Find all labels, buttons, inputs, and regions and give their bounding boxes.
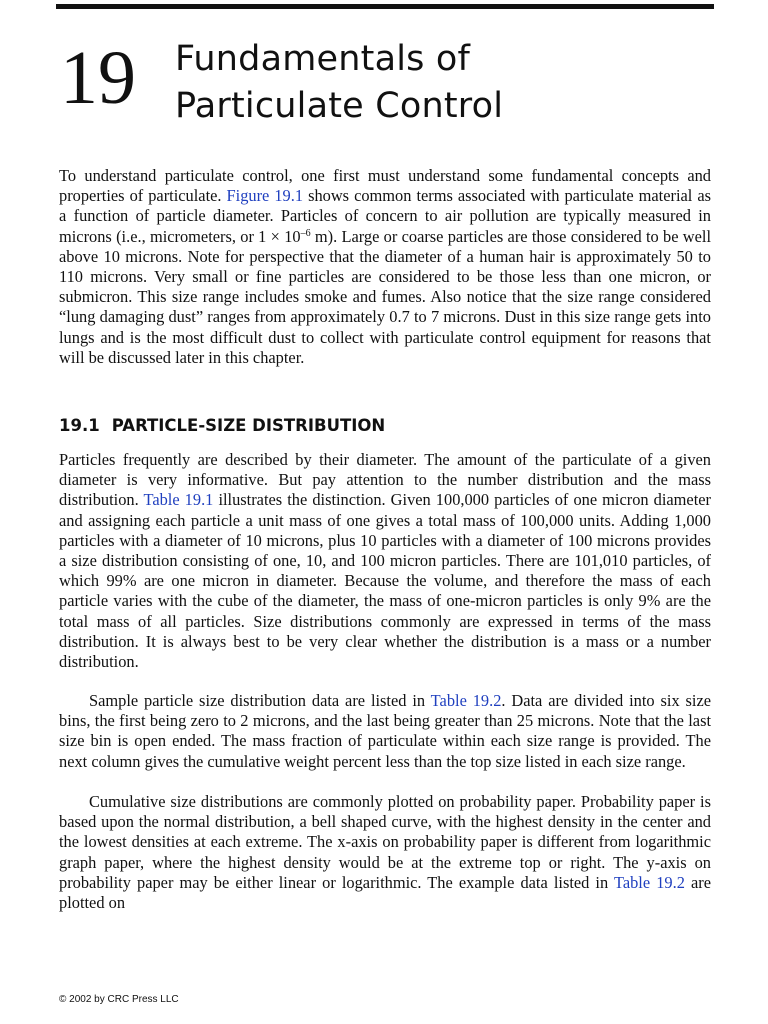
section-heading: [59, 415, 385, 437]
intro-paragraph: [59, 166, 711, 368]
copyright-footer: © 2002 by CRC Press LLC: [59, 994, 179, 1005]
chapter-title-line-1: Fundamentals of: [175, 39, 471, 79]
section-title: PARTICLE-SIZE DISTRIBUTION: [111, 416, 386, 435]
chapter-number: 19: [60, 36, 136, 120]
table-19-1-link[interactable]: Table 19.1: [143, 490, 214, 510]
para4-text-1: Cumulative size distributions are commonly plotted on probability paper. Probability paper is based upon the normal distribution, a bell shaped curve, with the highest density in the center and the lowest densities at each extreme. The x-axis on probability paper is different from logarithmic graph paper, where the highest density would be at the extreme top or right. The y-axis on probability paper may be either linear or logarithmic. The example data listed in: [59, 792, 711, 892]
table-19-2-link[interactable]: Table 19.2: [430, 691, 502, 710]
particle-diameter-paragraph: [59, 450, 711, 672]
para3-text-1: Sample particle size distribution data are listed in: [89, 691, 431, 710]
exponent: –6: [300, 227, 311, 239]
para2-text-2: illustrates the distinction. Given 100,000 particles of one micron diameter and assigning each particle a unit mass of one gives a total mass of 100,000 units. Adding 1,000 particles with a diameter of 10 microns, plus 10 particles with a diameter of 100 microns provides a size distribution consisting of one, 10, and 100 micron particles. There are 101,010 particles, of which 99% are one micron in diameter. Because the volume, and therefore the mass of each particle varies with the cube of the diameter, the mass of one-micron particles is only 9% are the total mass of all particles. Size distributions commonly are expressed in terms of the mass distribution. It is always best to be very clear whether the distribution is a mass or a number distribution.: [59, 490, 711, 672]
chapter-title: [175, 36, 503, 130]
sample-data-paragraph: [59, 691, 711, 772]
intro-text-1: To understand particulate control, one first must understand some fundamental concepts and properties of particulate.: [59, 166, 711, 206]
table-19-2-link-second[interactable]: Table 19.2: [613, 872, 685, 892]
para4-text-2: are plotted on: [59, 872, 711, 913]
intro-text-2: shows common terms associated with particulate material as a function of particle diameter. Particles of concern to air pollution are typically measured in microns (i.e., micrometers, or 1 × 10: [59, 186, 712, 246]
probability-paper-paragraph: [59, 792, 711, 913]
top-rule: [56, 4, 714, 9]
intro-text-3: m). Large or coarse particles are those considered to be well above 10 microns. Note for perspective that the diameter of a human hair is approximately 50 to 110 microns. Very small or fine particles are considered to be those less than one micron, or submicron. This size range includes smoke and fumes. Also notice that the size range considered “lung damaging dust” ranges from approximately 0.7 to 7 microns. Dust in this size range gets into lungs and is the most difficult dust to collect with particulate control equipment for reasons that will be discussed later in this chapter.: [59, 226, 711, 367]
para2-text-1: Particles frequently are described by their diameter. The amount of the particulate of a given diameter is very informative. But pay attention to the number distribution and the mass distribution.: [59, 450, 711, 510]
figure-19-1-link[interactable]: Figure 19.1: [226, 186, 304, 206]
para3-text-2: . Data are divided into six size bins, the first being zero to 2 microns, and the last being greater than 25 microns. Note that the last size bin is open ended. The mass fraction of particulate within each size range is provided. The next column gives the cumulative weight percent less than the top size listed in each size range.: [59, 691, 711, 771]
chapter-title-line-2: Particulate Control: [175, 86, 504, 126]
section-number: 19.1: [59, 416, 100, 435]
